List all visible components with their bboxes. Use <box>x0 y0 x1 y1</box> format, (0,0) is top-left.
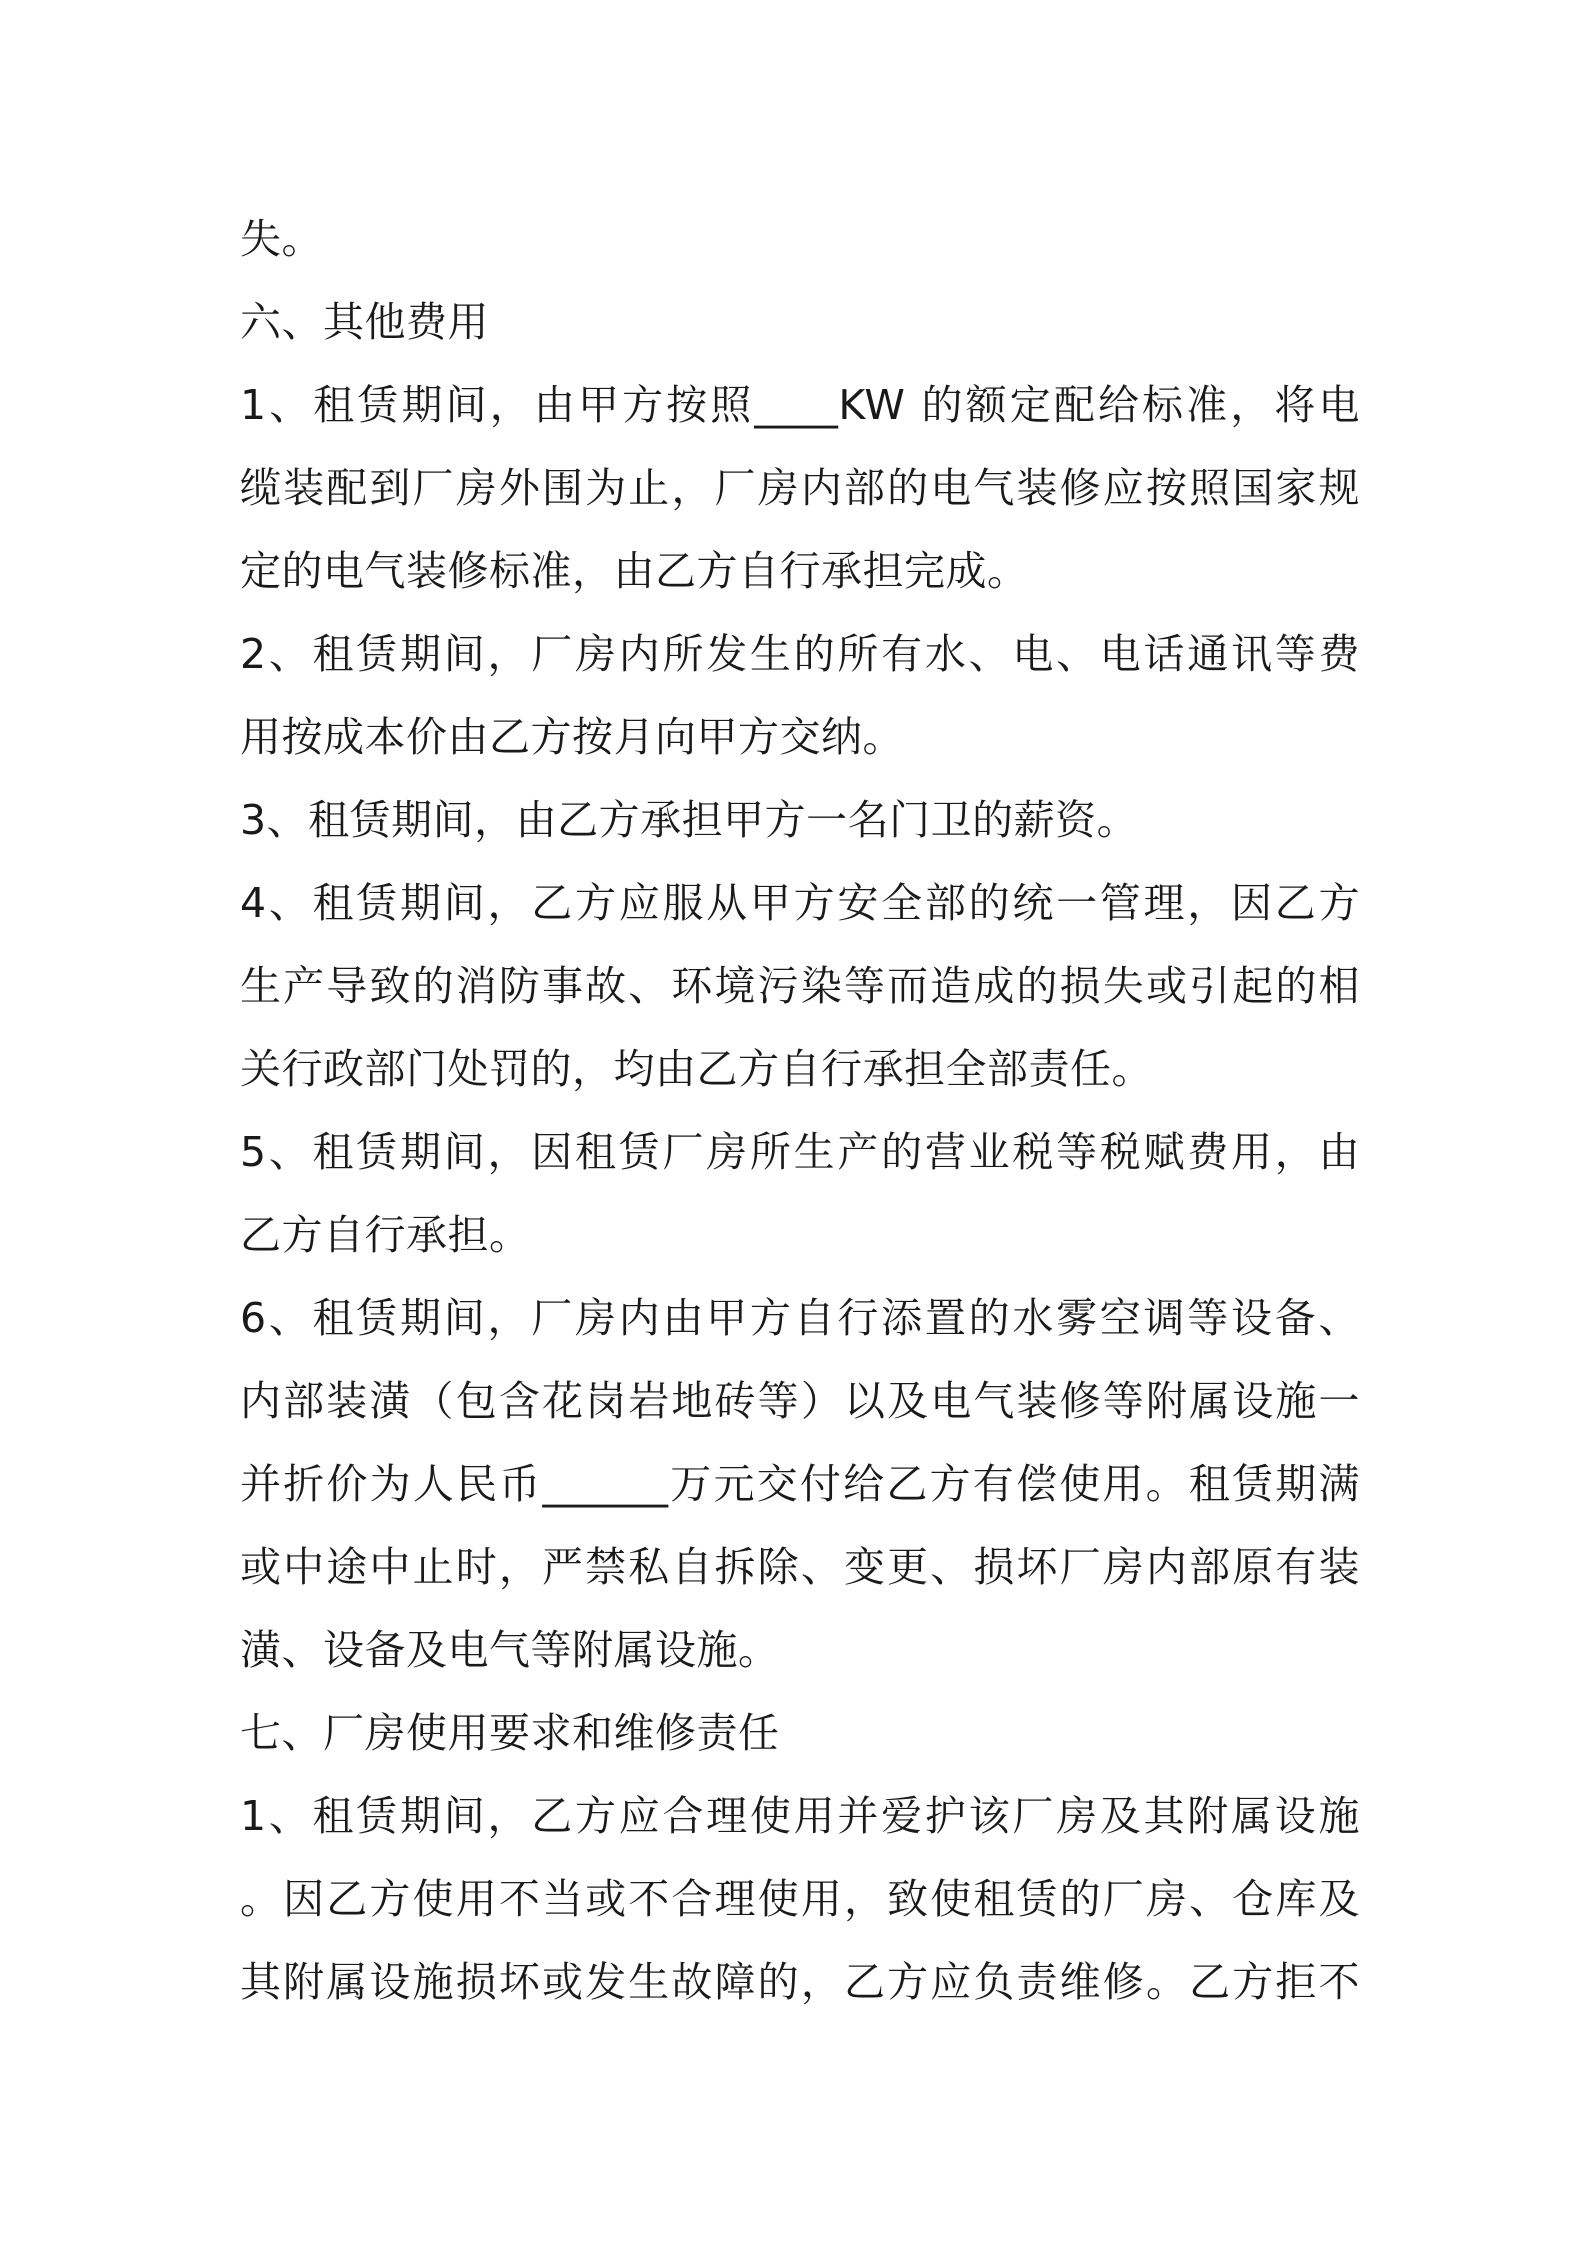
text-line: 其附属设施损坏或发生故障的，乙方应负责维修。乙方拒不 <box>240 1958 1360 2006</box>
text-line: 1、租赁期间，乙方应合理使用并爱护该厂房及其附属设施 <box>240 1792 1360 1840</box>
text-line: 3、租赁期间，由乙方承担甲方一名门卫的薪资。 <box>240 796 1139 844</box>
text-line: 2、租赁期间，厂房内所发生的所有水、电、电话通讯等费 <box>240 630 1360 678</box>
text-line: 潢、设备及电气等附属设施。 <box>240 1626 780 1674</box>
text-line: 乙方自行承担。 <box>240 1211 531 1259</box>
section-heading-other-fees: 六、其他费用 <box>240 298 489 346</box>
text-line: 失。 <box>240 215 323 263</box>
text-line: 用按成本价由乙方按月向甲方交纳。 <box>240 713 904 761</box>
text-line: 缆装配到厂房外围为止，厂房内部的电气装修应按照国家规 <box>240 464 1360 512</box>
text-line: 关行政部门处罚的，均由乙方自行承担全部责任。 <box>240 1045 1153 1093</box>
text-line: 5、租赁期间，因租赁厂房所生产的营业税等税赋费用，由 <box>240 1128 1360 1176</box>
text-line: 生产导致的消防事故、环境污染等而造成的损失或引起的相 <box>240 962 1360 1010</box>
section-heading-usage-and-repair: 七、厂房使用要求和维修责任 <box>240 1709 780 1757</box>
text-line: 并折价为人民币______万元交付给乙方有偿使用。租赁期满 <box>240 1460 1360 1508</box>
text-line: 4、租赁期间，乙方应服从甲方安全部的统一管理，因乙方 <box>240 879 1360 927</box>
text-line: 定的电气装修标准，由乙方自行承担完成。 <box>240 547 1029 595</box>
document-body <box>240 198 1360 2024</box>
text-line: 1、租赁期间，由甲方按照____KW 的额定配给标准，将电 <box>240 381 1360 429</box>
text-line: 。因乙方使用不当或不合理使用，致使租赁的厂房、仓库及 <box>240 1875 1360 1923</box>
text-line: 内部装潢（包含花岗岩地砖等）以及电气装修等附属设施一 <box>240 1377 1360 1425</box>
text-line: 或中途中止时，严禁私自拆除、变更、损坏厂房内部原有装 <box>240 1543 1360 1591</box>
text-line: 6、租赁期间，厂房内由甲方自行添置的水雾空调等设备、 <box>240 1294 1360 1342</box>
